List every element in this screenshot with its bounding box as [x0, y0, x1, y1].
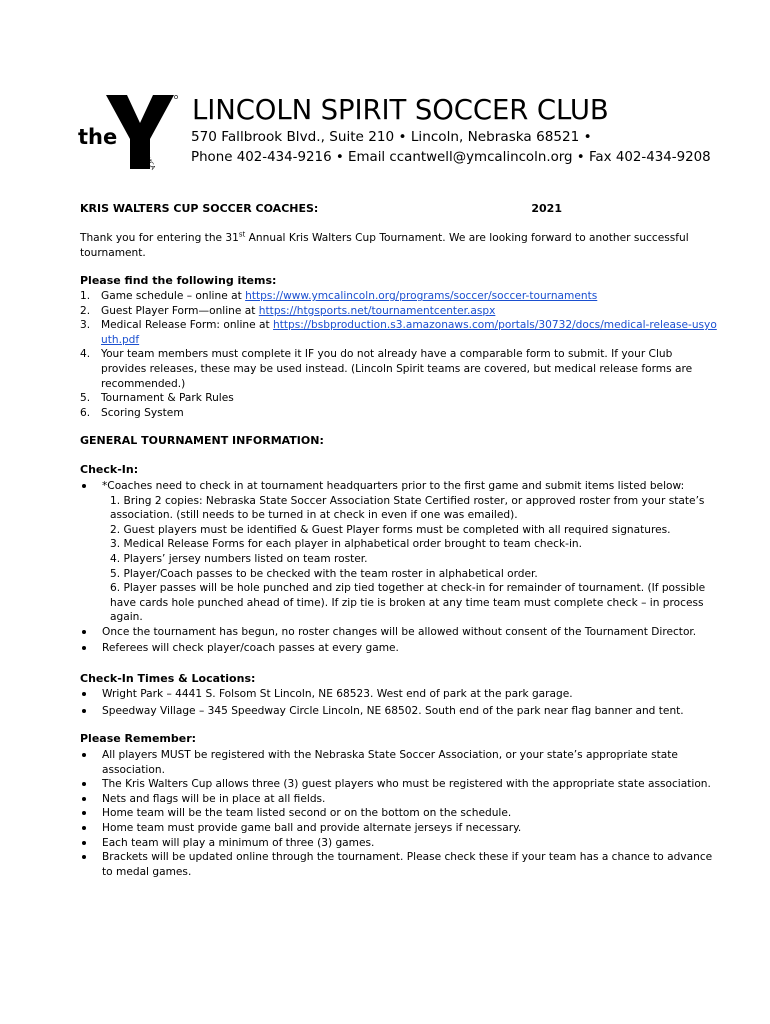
intro-part2: Annual Kris Walters Cup Tournament. We are looking forward to another successful tournament.	[80, 232, 689, 259]
list-item: The Kris Walters Cup allows three (3) guest players who must be registered with the appropriate state association.	[80, 777, 720, 792]
item-number: 6.	[80, 406, 91, 419]
items-list	[80, 289, 720, 420]
item-number: 3.	[80, 319, 91, 332]
title-label: KRIS WALTERS CUP SOCCER COACHES:	[80, 202, 319, 215]
checkin-step: 1. Bring 2 copies: Nebraska State Soccer Association State Certified roster, or approved roster from your state’s association. (still needs to be turned in at check in even if one was emailed).	[110, 494, 705, 522]
item-text: Medical Release Form: online at	[101, 319, 274, 332]
list-item	[80, 406, 720, 421]
item-number: 1.	[80, 290, 91, 302]
list-item: Home team will be the team listed second or on the bottom on the schedule.	[80, 806, 720, 821]
intro-sup: st	[238, 230, 246, 239]
ymca-logo	[78, 93, 178, 171]
locations-section	[80, 687, 720, 718]
remember-section	[80, 748, 720, 879]
list-item: Wright Park – 4441 S. Folsom St Lincoln, NE 68523. West end of park at the park garage.	[80, 687, 720, 702]
item-text: Game schedule – online at	[101, 290, 246, 302]
checkin-intro: *Coaches need to check in at tournament headquarters prior to the first game and submit items listed below:	[102, 480, 685, 492]
item-text: Tournament & Park Rules	[101, 392, 234, 405]
title-row	[80, 202, 570, 215]
checkin-step: 3. Medical Release Forms for each player in alphabetical order brought to team check-in.	[110, 538, 582, 551]
item-number: 5.	[80, 392, 91, 405]
intro-part1: Thank you for entering the 31	[80, 232, 239, 244]
remember-heading: Please Remember:	[80, 732, 197, 745]
locations-heading: Check-In Times & Locations:	[80, 672, 256, 685]
org-contact: Phone 402-434-9216 • Email ccantwell@ymcalincoln.org • Fax 402-434-9208	[191, 150, 711, 165]
org-address: 570 Fallbrook Blvd., Suite 210 • Lincoln, Nebraska 68521 •	[191, 129, 592, 145]
list-item	[80, 318, 720, 347]
list-item: Home team must provide game ball and provide alternate jerseys if necessary.	[80, 821, 720, 836]
list-item	[80, 347, 720, 391]
item-number: 2.	[80, 304, 91, 317]
logo-registered-mark	[174, 95, 177, 98]
list-item	[80, 479, 720, 625]
items-heading: Please find the following items:	[80, 274, 277, 287]
list-item	[80, 391, 720, 406]
logo-ymca-text: YMCA	[142, 152, 157, 171]
guest-player-form-link[interactable]: https://htgsports.net/tournamentcenter.aspx	[258, 304, 496, 317]
checkin-step: 2. Guest players must be identified & Guest Player forms must be completed with all required signatures.	[110, 523, 671, 536]
checkin-heading: Check-In:	[80, 463, 139, 476]
title-year: 2021	[531, 202, 562, 215]
checkin-step: 6. Player passes will be hole punched and zip tied together at check-in for remainder of tournament. (If possible have cards hole punched ahead of time). If zip tie is broken at any time team must complete check – in process again.	[110, 582, 706, 624]
item-number: 4.	[80, 348, 91, 361]
checkin-steps	[102, 494, 720, 625]
schedule-link[interactable]: https://www.ymcalincoln.org/programs/soccer/soccer-tournaments	[245, 290, 598, 302]
checkin-step: 4. Players’ jersey numbers listed on team roster.	[110, 552, 368, 565]
list-item	[80, 304, 720, 319]
item-text: Your team members must complete it IF you do not already have a comparable form to submit. If your Club provides releases, these may be used instead. (Lincoln Spirit teams are covered, but medical release forms are recommended.)	[101, 348, 693, 390]
list-item: Once the tournament has begun, no roster changes will be allowed without consent of the Tournament Director.	[80, 625, 720, 640]
logo-the-text: the	[78, 125, 118, 149]
item-text: Guest Player Form—online at	[101, 304, 259, 317]
checkin-step: 5. Player/Coach passes to be checked with the team roster in alphabetical order.	[110, 567, 538, 580]
medical-release-link[interactable]: https://bsbproduction.s3.amazonaws.com/portals/30732/docs/medical-release-usyouth.pdf	[101, 319, 717, 346]
list-item: Referees will check player/coach passes at every game.	[80, 641, 720, 656]
checkin-section	[80, 479, 720, 655]
list-item: Brackets will be updated online through the tournament. Please check these if your team has a chance to advance to medal games.	[80, 850, 720, 879]
list-item: Each team will play a minimum of three (3) games.	[80, 836, 720, 851]
intro-paragraph	[80, 231, 720, 260]
general-heading: GENERAL TOURNAMENT INFORMATION:	[80, 434, 324, 447]
list-item: All players MUST be registered with the Nebraska State Soccer Association, or your state’s appropriate state association.	[80, 748, 720, 777]
list-item	[80, 289, 720, 304]
list-item: Nets and flags will be in place at all fields.	[80, 792, 720, 807]
item-text: Scoring System	[101, 406, 184, 419]
list-item: Speedway Village – 345 Speedway Circle Lincoln, NE 68502. South end of the park near flag banner and tent.	[80, 704, 720, 719]
org-name: LINCOLN SPIRIT SOCCER CLUB	[192, 94, 609, 126]
